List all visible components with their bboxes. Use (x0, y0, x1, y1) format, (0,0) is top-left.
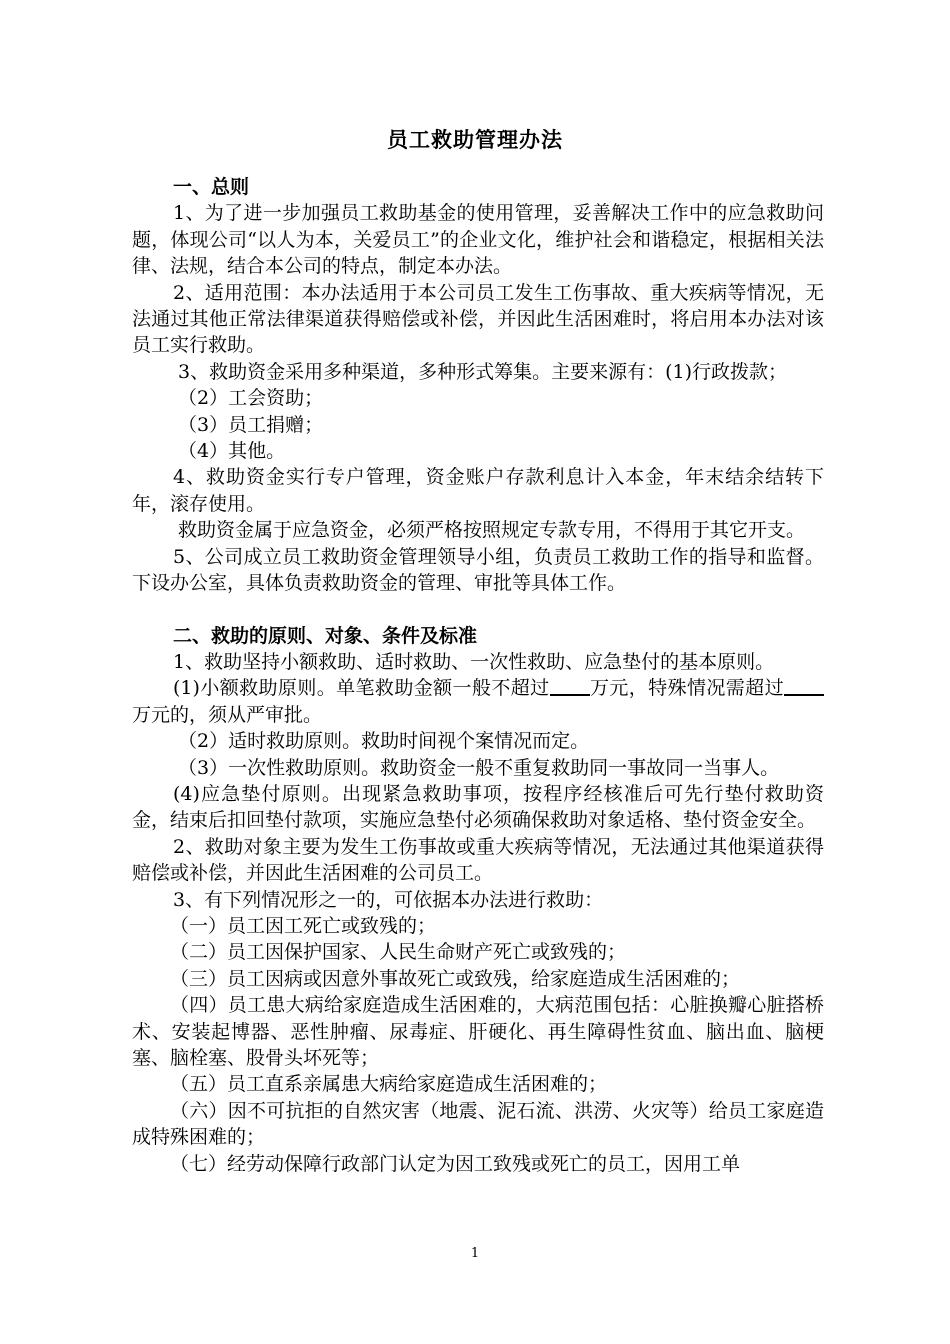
paragraph: 1、为了进一步加强员工救助基金的使用管理，妥善解决工作中的应急救助问题，体现公司“以人为本，关爱员工”的企业文化，维护社会和谐稳定，根据相关法律、法规，结合本公司的特点，制定本办法。 (132, 202, 824, 278)
list-item: （六）因不可抗拒的自然灾害（地震、泥石流、洪涝、火灾等）给员工家庭造成特殊困难的； (132, 1099, 824, 1149)
paragraph: 5、公司成立员工救助资金管理领导小组，负责员工救助工作的指导和监督。下设办公室，具体负责救助资金的管理、审批等具体工作。 (132, 545, 824, 595)
paragraph: 3、有下列情况形之一的，可依据本办法进行救助： (173, 888, 604, 911)
document-title: 员工救助管理办法 (387, 127, 563, 152)
paragraph: 4、救助资金实行专户管理，资金账户存款利息计入本金，年末结余结转下年，滚存使用。 (132, 466, 824, 515)
list-item: （二）员工因保护国家、人民生命财产死亡或致残的； (170, 941, 627, 964)
text-fragment: (1)小额救助原则。单笔救助金额一般不超过 (173, 677, 550, 700)
text-fragment: 万元，特殊情况需超过 (589, 677, 784, 700)
section-gap (132, 597, 824, 623)
list-item: （4）其他。 (178, 440, 286, 463)
list-item: （五）员工直系亲属患大病给家庭造成生活困难的； (170, 1073, 608, 1096)
paragraph: 2、适用范围：本办法适用于本公司员工发生工伤事故、重大疾病等情况，无法通过其他正常法律渠道获得赔偿或补偿，并因此生活困难时，将启用本办法对该员工实行救助。 (132, 281, 824, 357)
document-body (132, 174, 824, 1177)
list-item: （七）经劳动保障行政部门认定为因工致残或死亡的员工，因用工单 (170, 1152, 741, 1175)
paragraph: 2、救助对象主要为发生工伤事故或重大疾病等情况，无法通过其他渠道获得赔偿或补偿，并因此生活困难的公司员工。 (132, 835, 824, 885)
text-fragment: 万元的，须从严审批。 (132, 703, 323, 726)
list-item: （3）员工捐赠； (178, 413, 324, 436)
paragraph: 3、救助资金采用多种渠道，多种形式筹集。主要来源有：(1)行政拨款； (178, 360, 788, 383)
section-1-heading: 一、总则 (173, 176, 250, 198)
paragraph: （3）一次性救助原则。救助资金一般不重复救助同一事故同一当事人。 (178, 756, 780, 779)
fill-in-blank (550, 676, 590, 696)
paragraph (132, 675, 824, 728)
list-item: （四）员工患大病给家庭造成生活困难的，大病范围包括：心脏换瓣心脏搭桥术、安装起博器、恶性肿瘤、尿毒症、肝硬化、再生障碍性贫血、脑出血、脑梗塞、脑栓塞、股骨头坏死等； (132, 994, 824, 1069)
list-item: （2）工会资助； (178, 387, 324, 410)
paragraph: （2）适时救助原则。救助时间视个案情况而定。 (178, 730, 590, 753)
list-item: （一）员工因工死亡或致残的； (170, 914, 437, 937)
section-2-heading: 二、救助的原则、对象、条件及标准 (173, 624, 478, 647)
page-number: 1 (470, 1246, 480, 1261)
fill-in-blank (784, 676, 824, 696)
paragraph: 1、救助坚持小额救助、适时救助、一次性救助、应急垫付的基本原则。 (173, 650, 775, 673)
paragraph: 救助资金属于应急资金，必须严格按照规定专款专用，不得用于其它开支。 (178, 519, 806, 542)
paragraph: (4)应急垫付原则。出现紧急救助事项，按程序经核准后可先行垫付救助资金，结束后扣回垫付款项，实施应急垫付必须确保救助对象适格、垫付资金安全。 (132, 782, 824, 832)
list-item: （三）员工因病或因意外事故死亡或致残，给家庭造成生活困难的； (170, 967, 741, 990)
